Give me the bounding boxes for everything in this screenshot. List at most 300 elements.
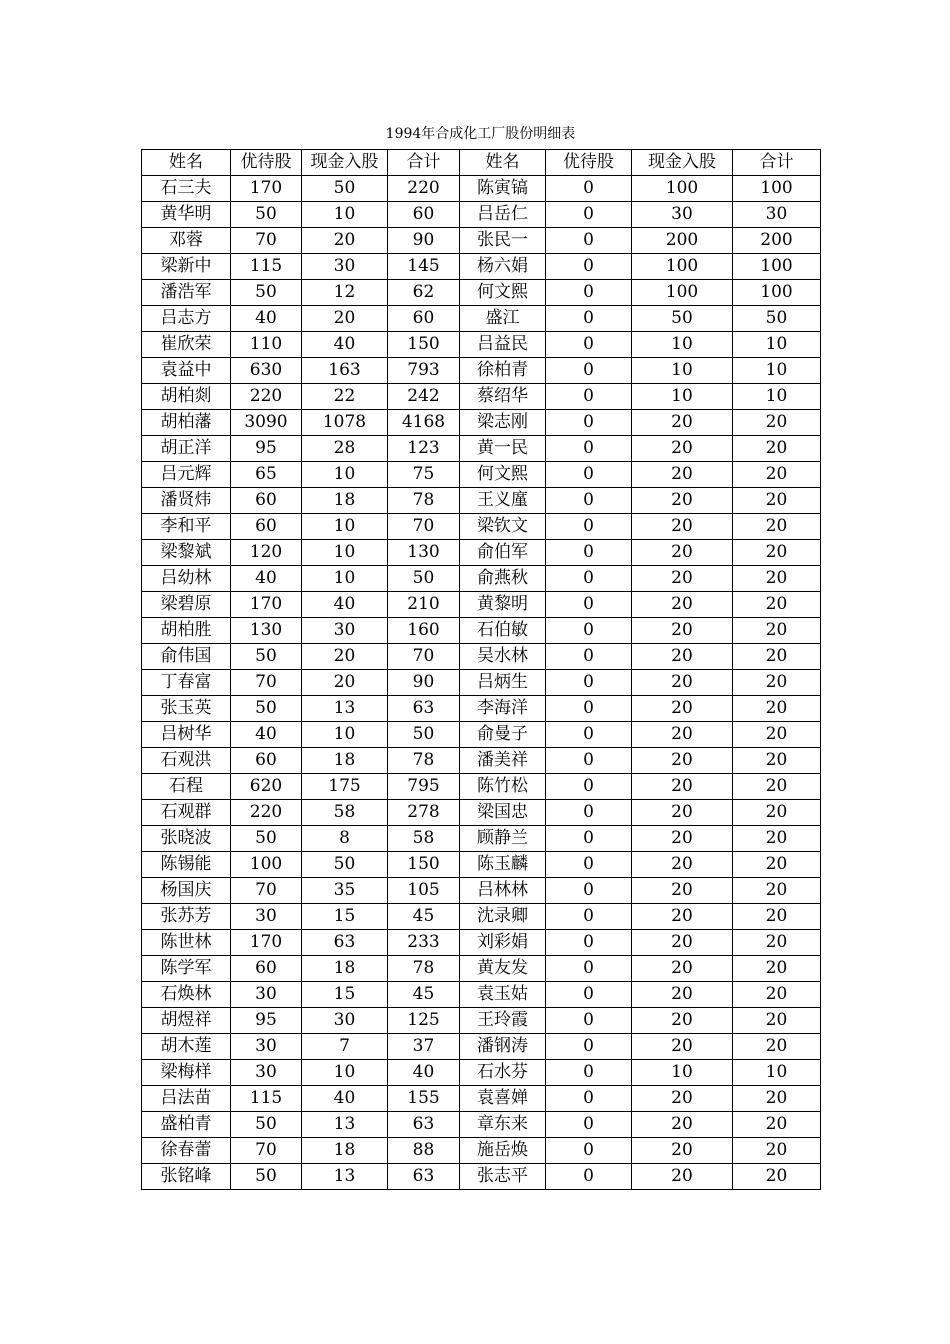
cell-total: 45 [388,982,460,1008]
cell-total: 75 [388,462,460,488]
cell-total: 20 [733,982,821,1008]
cell-preferential-shares: 50 [231,1164,302,1190]
cell-cash-shares: 100 [632,176,733,202]
table-row [142,644,821,670]
cell-cash-shares: 18 [302,748,388,774]
cell-name: 何文熙 [460,462,546,488]
cell-preferential-shares: 220 [231,800,302,826]
cell-total: 20 [733,462,821,488]
cell-name: 吕炳生 [460,670,546,696]
cell-cash-shares: 13 [302,1112,388,1138]
cell-total: 20 [733,1164,821,1190]
cell-preferential-shares: 115 [231,1086,302,1112]
cell-cash-shares: 20 [632,982,733,1008]
cell-preferential-shares: 40 [231,306,302,332]
cell-preferential-shares: 120 [231,540,302,566]
cell-name: 梁碧原 [142,592,231,618]
cell-total: 20 [733,1034,821,1060]
cell-total: 100 [733,280,821,306]
cell-total: 88 [388,1138,460,1164]
shares-table [141,149,821,1190]
cell-cash-shares: 20 [632,878,733,904]
cell-cash-shares: 12 [302,280,388,306]
cell-cash-shares: 18 [302,488,388,514]
cell-cash-shares: 20 [632,592,733,618]
cell-total: 20 [733,540,821,566]
cell-total: 37 [388,1034,460,1060]
cell-name: 陈学军 [142,956,231,982]
cell-preferential-shares: 50 [231,644,302,670]
table-row [142,904,821,930]
cell-preferential-shares: 115 [231,254,302,280]
cell-preferential-shares: 0 [546,332,632,358]
cell-cash-shares: 10 [632,332,733,358]
cell-preferential-shares: 0 [546,540,632,566]
cell-name: 梁志刚 [460,410,546,436]
cell-total: 20 [733,904,821,930]
cell-preferential-shares: 0 [546,1164,632,1190]
cell-preferential-shares: 95 [231,436,302,462]
cell-total: 70 [388,644,460,670]
cell-cash-shares: 20 [632,462,733,488]
cell-total: 200 [733,228,821,254]
cell-preferential-shares: 0 [546,410,632,436]
cell-preferential-shares: 60 [231,748,302,774]
cell-total: 90 [388,670,460,696]
cell-name: 李和平 [142,514,231,540]
cell-preferential-shares: 0 [546,618,632,644]
cell-preferential-shares: 50 [231,202,302,228]
cell-total: 20 [733,1008,821,1034]
cell-total: 150 [388,852,460,878]
cell-total: 10 [733,332,821,358]
cell-name: 杨国庆 [142,878,231,904]
cell-cash-shares: 1078 [302,410,388,436]
cell-cash-shares: 30 [302,254,388,280]
cell-total: 20 [733,852,821,878]
table-row [142,956,821,982]
cell-name: 梁梅样 [142,1060,231,1086]
header-total: 合计 [388,150,460,176]
cell-preferential-shares: 0 [546,826,632,852]
header-total: 合计 [733,150,821,176]
cell-name: 俞曼子 [460,722,546,748]
cell-cash-shares: 100 [632,254,733,280]
table-row [142,748,821,774]
cell-preferential-shares: 0 [546,774,632,800]
cell-preferential-shares: 40 [231,722,302,748]
cell-cash-shares: 15 [302,904,388,930]
table-row [142,176,821,202]
cell-name: 崔欣荣 [142,332,231,358]
cell-name: 吕益民 [460,332,546,358]
cell-name: 张晓波 [142,826,231,852]
table-row [142,1138,821,1164]
cell-total: 20 [733,696,821,722]
table-row [142,462,821,488]
cell-total: 220 [388,176,460,202]
cell-name: 吕元辉 [142,462,231,488]
cell-name: 吕志方 [142,306,231,332]
table-row [142,930,821,956]
cell-cash-shares: 30 [302,618,388,644]
header-row [142,150,821,176]
cell-total: 123 [388,436,460,462]
cell-name: 石伯敏 [460,618,546,644]
cell-preferential-shares: 95 [231,1008,302,1034]
cell-cash-shares: 20 [632,956,733,982]
cell-name: 胡正洋 [142,436,231,462]
cell-cash-shares: 50 [632,306,733,332]
cell-name: 章东来 [460,1112,546,1138]
cell-preferential-shares: 0 [546,384,632,410]
cell-preferential-shares: 40 [231,566,302,592]
cell-preferential-shares: 0 [546,748,632,774]
cell-total: 20 [733,800,821,826]
table-row [142,670,821,696]
cell-cash-shares: 20 [632,436,733,462]
cell-name: 邓蓉 [142,228,231,254]
cell-total: 60 [388,202,460,228]
cell-cash-shares: 10 [302,540,388,566]
cell-preferential-shares: 30 [231,982,302,1008]
cell-name: 胡柏藩 [142,410,231,436]
cell-name: 何文熙 [460,280,546,306]
cell-preferential-shares: 30 [231,1034,302,1060]
cell-total: 10 [733,1060,821,1086]
cell-total: 20 [733,566,821,592]
cell-name: 石焕林 [142,982,231,1008]
cell-name: 俞伯军 [460,540,546,566]
table-row [142,202,821,228]
cell-cash-shares: 10 [302,1060,388,1086]
cell-cash-shares: 20 [632,1138,733,1164]
cell-total: 20 [733,618,821,644]
table-row [142,1112,821,1138]
document-title: 1994年合成化工厂股份明细表 [385,126,576,142]
cell-total: 78 [388,748,460,774]
cell-preferential-shares: 0 [546,1112,632,1138]
cell-name: 陈寅镐 [460,176,546,202]
cell-name: 张铭峰 [142,1164,231,1190]
cell-cash-shares: 20 [632,800,733,826]
header-cash-shares: 现金入股 [302,150,388,176]
cell-preferential-shares: 3090 [231,410,302,436]
cell-cash-shares: 63 [302,930,388,956]
cell-total: 20 [733,488,821,514]
cell-cash-shares: 18 [302,1138,388,1164]
cell-preferential-shares: 0 [546,1086,632,1112]
cell-cash-shares: 10 [302,514,388,540]
cell-cash-shares: 20 [632,696,733,722]
cell-name: 李海洋 [460,696,546,722]
cell-cash-shares: 100 [632,280,733,306]
cell-total: 50 [733,306,821,332]
cell-cash-shares: 20 [632,644,733,670]
table-row [142,618,821,644]
table-row [142,332,821,358]
cell-cash-shares: 20 [632,1034,733,1060]
cell-name: 张志平 [460,1164,546,1190]
cell-preferential-shares: 0 [546,488,632,514]
cell-total: 70 [388,514,460,540]
cell-total: 4168 [388,410,460,436]
cell-preferential-shares: 50 [231,826,302,852]
cell-preferential-shares: 0 [546,956,632,982]
cell-preferential-shares: 0 [546,670,632,696]
cell-preferential-shares: 0 [546,1034,632,1060]
cell-total: 63 [388,1164,460,1190]
cell-cash-shares: 175 [302,774,388,800]
table-row [142,1164,821,1190]
cell-preferential-shares: 65 [231,462,302,488]
cell-cash-shares: 18 [302,956,388,982]
cell-cash-shares: 20 [632,1112,733,1138]
table-row [142,1008,821,1034]
cell-name: 吕岳仁 [460,202,546,228]
header-preferential-shares: 优待股 [231,150,302,176]
cell-preferential-shares: 0 [546,1008,632,1034]
cell-cash-shares: 20 [632,618,733,644]
cell-cash-shares: 10 [632,384,733,410]
cell-name: 黄华明 [142,202,231,228]
cell-preferential-shares: 0 [546,982,632,1008]
cell-cash-shares: 20 [632,514,733,540]
table-row [142,722,821,748]
table-row [142,696,821,722]
cell-name: 胡煜祥 [142,1008,231,1034]
cell-cash-shares: 10 [632,358,733,384]
cell-cash-shares: 30 [632,202,733,228]
cell-preferential-shares: 0 [546,436,632,462]
cell-preferential-shares: 0 [546,280,632,306]
cell-preferential-shares: 0 [546,514,632,540]
cell-preferential-shares: 70 [231,1138,302,1164]
cell-total: 45 [388,904,460,930]
cell-total: 20 [733,436,821,462]
cell-preferential-shares: 0 [546,176,632,202]
table-row [142,826,821,852]
cell-name: 黄黎明 [460,592,546,618]
cell-total: 20 [733,592,821,618]
cell-cash-shares: 40 [302,332,388,358]
cell-total: 20 [733,826,821,852]
cell-preferential-shares: 220 [231,384,302,410]
cell-cash-shares: 10 [302,462,388,488]
header-name: 姓名 [142,150,231,176]
cell-cash-shares: 10 [302,722,388,748]
cell-cash-shares: 20 [632,852,733,878]
header-name: 姓名 [460,150,546,176]
table-row [142,306,821,332]
cell-preferential-shares: 30 [231,904,302,930]
cell-total: 90 [388,228,460,254]
cell-name: 顾静兰 [460,826,546,852]
cell-cash-shares: 22 [302,384,388,410]
cell-name: 陈锡能 [142,852,231,878]
cell-total: 20 [733,956,821,982]
cell-preferential-shares: 130 [231,618,302,644]
cell-name: 石程 [142,774,231,800]
cell-preferential-shares: 100 [231,852,302,878]
cell-preferential-shares: 0 [546,202,632,228]
cell-name: 蔡绍华 [460,384,546,410]
cell-total: 50 [388,566,460,592]
cell-cash-shares: 20 [632,904,733,930]
cell-name: 张民一 [460,228,546,254]
cell-cash-shares: 20 [632,722,733,748]
cell-cash-shares: 7 [302,1034,388,1060]
cell-name: 袁喜婵 [460,1086,546,1112]
cell-cash-shares: 13 [302,696,388,722]
cell-total: 105 [388,878,460,904]
cell-total: 20 [733,1112,821,1138]
cell-name: 黄一民 [460,436,546,462]
cell-cash-shares: 200 [632,228,733,254]
cell-name: 吕幼林 [142,566,231,592]
cell-name: 吴水林 [460,644,546,670]
table-row [142,774,821,800]
cell-total: 10 [733,358,821,384]
table-row [142,540,821,566]
cell-total: 20 [733,1086,821,1112]
cell-cash-shares: 15 [302,982,388,1008]
cell-preferential-shares: 0 [546,592,632,618]
cell-name: 梁黎斌 [142,540,231,566]
cell-cash-shares: 40 [302,1086,388,1112]
cell-preferential-shares: 0 [546,228,632,254]
cell-preferential-shares: 50 [231,280,302,306]
cell-total: 20 [733,878,821,904]
cell-cash-shares: 163 [302,358,388,384]
cell-total: 20 [733,514,821,540]
cell-name: 潘浩军 [142,280,231,306]
cell-name: 梁国忠 [460,800,546,826]
table-row [142,384,821,410]
cell-preferential-shares: 0 [546,566,632,592]
cell-name: 吕树华 [142,722,231,748]
cell-name: 梁钦文 [460,514,546,540]
cell-total: 62 [388,280,460,306]
table-row [142,358,821,384]
cell-cash-shares: 50 [302,852,388,878]
cell-total: 20 [733,722,821,748]
cell-preferential-shares: 50 [231,1112,302,1138]
cell-preferential-shares: 0 [546,1138,632,1164]
cell-preferential-shares: 60 [231,956,302,982]
cell-total: 155 [388,1086,460,1112]
cell-cash-shares: 13 [302,1164,388,1190]
cell-cash-shares: 20 [302,228,388,254]
cell-total: 63 [388,696,460,722]
cell-total: 40 [388,1060,460,1086]
cell-name: 盛柏青 [142,1112,231,1138]
cell-total: 20 [733,670,821,696]
cell-preferential-shares: 0 [546,800,632,826]
cell-total: 233 [388,930,460,956]
cell-preferential-shares: 170 [231,592,302,618]
cell-total: 58 [388,826,460,852]
cell-total: 795 [388,774,460,800]
header-cash-shares: 现金入股 [632,150,733,176]
cell-total: 50 [388,722,460,748]
cell-preferential-shares: 70 [231,228,302,254]
cell-name: 徐春蕾 [142,1138,231,1164]
cell-name: 徐柏青 [460,358,546,384]
cell-total: 130 [388,540,460,566]
cell-preferential-shares: 0 [546,306,632,332]
cell-name: 张苏芳 [142,904,231,930]
cell-preferential-shares: 50 [231,696,302,722]
cell-total: 78 [388,488,460,514]
cell-total: 10 [733,384,821,410]
cell-name: 潘贤炜 [142,488,231,514]
cell-preferential-shares: 630 [231,358,302,384]
cell-name: 石三夫 [142,176,231,202]
cell-name: 胡木莲 [142,1034,231,1060]
cell-cash-shares: 28 [302,436,388,462]
table-row [142,1060,821,1086]
cell-total: 20 [733,748,821,774]
cell-name: 黄友发 [460,956,546,982]
cell-preferential-shares: 0 [546,722,632,748]
cell-cash-shares: 10 [302,566,388,592]
cell-name: 丁春富 [142,670,231,696]
cell-preferential-shares: 0 [546,696,632,722]
cell-preferential-shares: 60 [231,514,302,540]
cell-cash-shares: 20 [632,1008,733,1034]
cell-preferential-shares: 70 [231,670,302,696]
cell-cash-shares: 20 [632,540,733,566]
cell-name: 陈世林 [142,930,231,956]
cell-total: 63 [388,1112,460,1138]
cell-cash-shares: 10 [632,1060,733,1086]
cell-name: 石观洪 [142,748,231,774]
cell-total: 20 [733,410,821,436]
cell-total: 30 [733,202,821,228]
cell-preferential-shares: 0 [546,644,632,670]
cell-name: 杨六娟 [460,254,546,280]
cell-cash-shares: 40 [302,592,388,618]
cell-cash-shares: 8 [302,826,388,852]
cell-total: 160 [388,618,460,644]
cell-preferential-shares: 0 [546,1060,632,1086]
table-row [142,878,821,904]
cell-name: 俞伟国 [142,644,231,670]
cell-total: 793 [388,358,460,384]
cell-cash-shares: 10 [302,202,388,228]
cell-cash-shares: 20 [632,748,733,774]
table-body [142,176,821,1190]
table-row [142,852,821,878]
cell-name: 袁益中 [142,358,231,384]
cell-total: 20 [733,930,821,956]
cell-cash-shares: 20 [632,826,733,852]
cell-cash-shares: 20 [302,306,388,332]
table-row [142,800,821,826]
table-row [142,488,821,514]
cell-cash-shares: 20 [632,410,733,436]
cell-preferential-shares: 620 [231,774,302,800]
cell-preferential-shares: 110 [231,332,302,358]
cell-name: 王玲霞 [460,1008,546,1034]
cell-total: 60 [388,306,460,332]
cell-name: 俞燕秋 [460,566,546,592]
cell-preferential-shares: 0 [546,462,632,488]
table-row [142,410,821,436]
cell-total: 100 [733,176,821,202]
cell-name: 沈录卿 [460,904,546,930]
